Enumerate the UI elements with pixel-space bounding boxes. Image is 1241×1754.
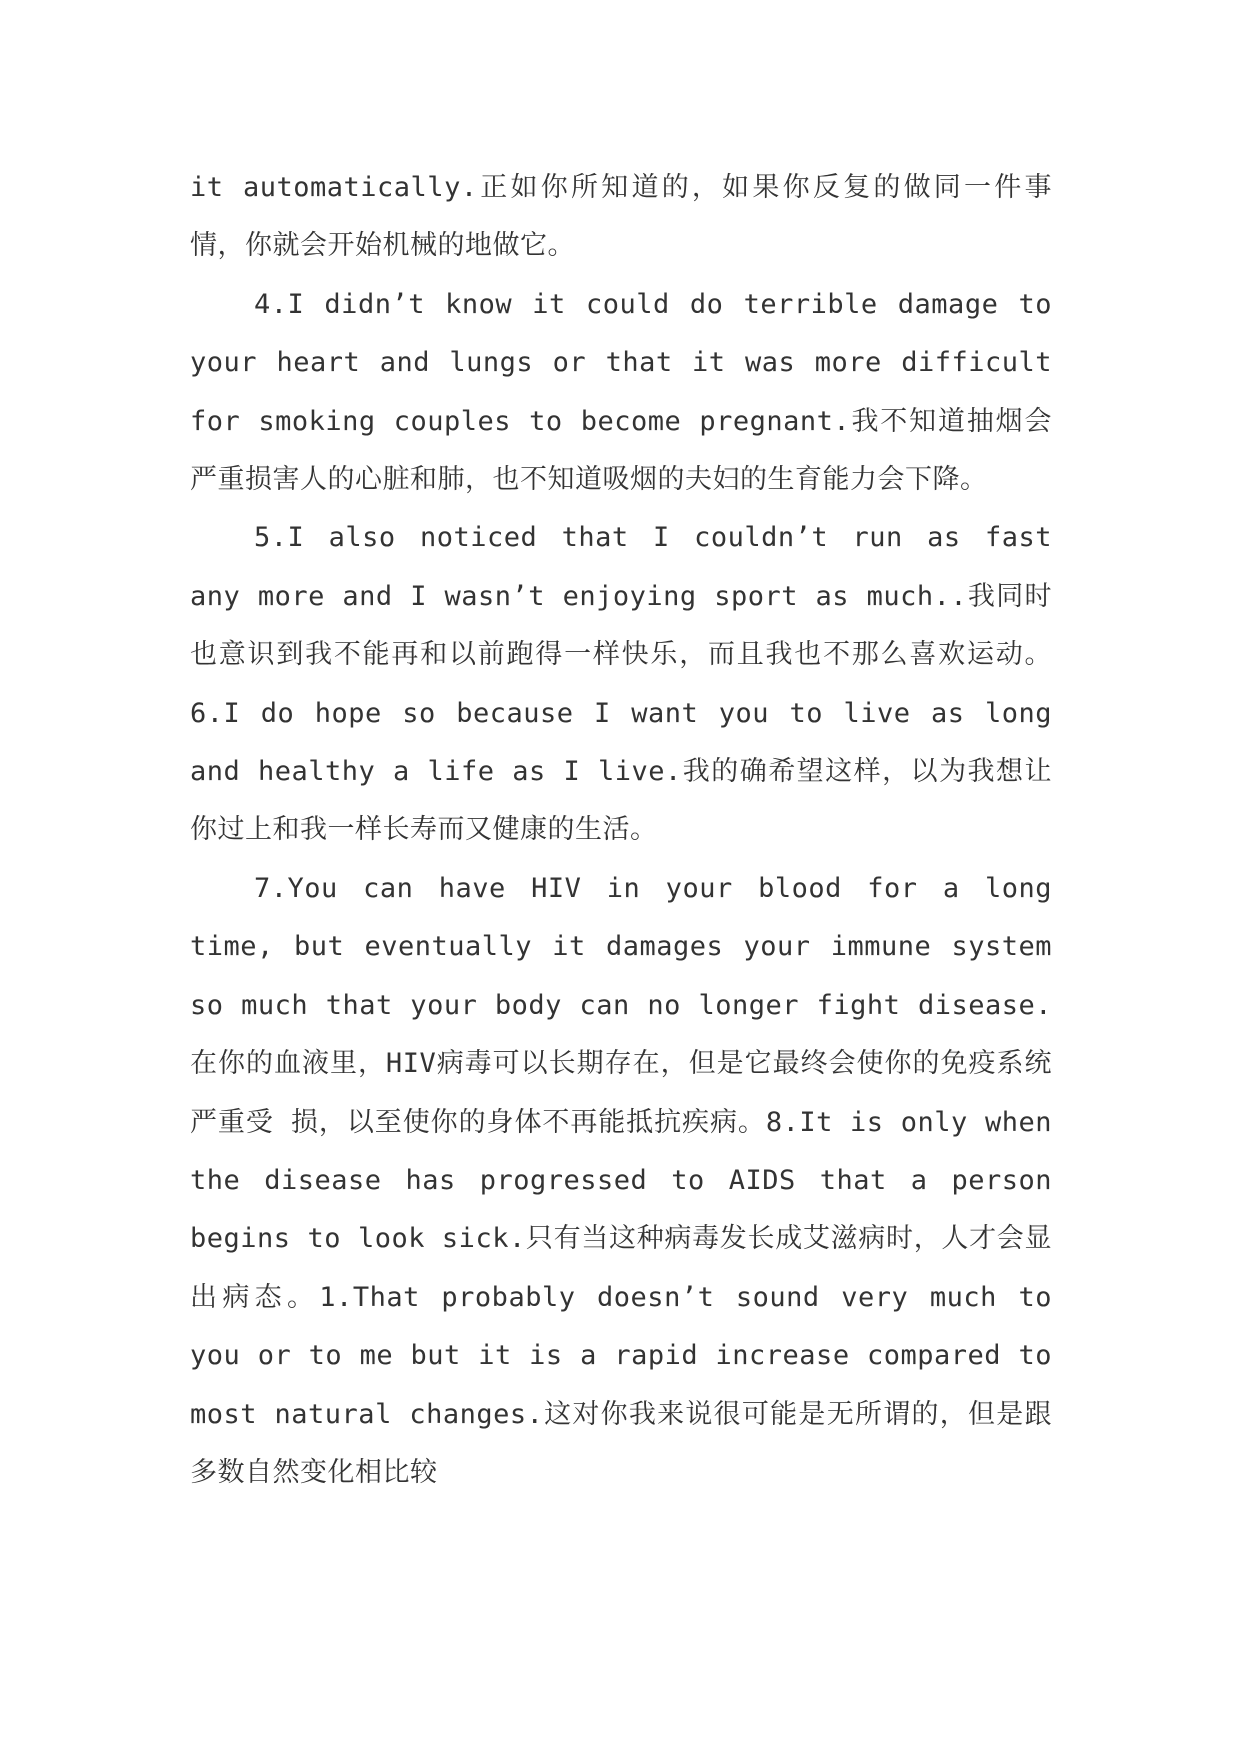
paragraph-3: 5.I also noticed that I couldn’t run as fast any more and I wasn’t enjoying sport as much..我同时也意识到我不能再和以前跑得一样快乐，而且我也不那么喜欢运动。6.I do hope so because I want you to live as long and healthy a life as I live.我的确希望这样，以为我想让你过上和我一样长寿而又健康的生活。 bbox=[190, 522, 1052, 846]
paragraph-4: 7.You can have HIV in your blood for a long time, but eventually it damages your immune system so much that your body can no longer fight disease.在你的血液里，HIV病毒可以长期存在，但是它最终会使你的免疫系统严重受 损，以至使你的身体不再能抵抗疾病。8.It is only when the disease has progressed to AIDS that a person begins to look sick.只有当这种病毒发长成艾滋病时，人才会显出病态。1.That probably doesn’t sound very much to you or to me but it is a rapid increase compared to most natural changes.这对你我来说很可能是无所谓的，但是跟多数自然变化相比较 bbox=[190, 872, 1052, 1488]
paragraph-2: 4.I didn’t know it could do terrible damage to your heart and lungs or that it was more difficult for smoking couples to become pregnant.我不知道抽烟会严重损害人的心脏和肺，也不知道吸烟的夫妇的生育能力会下降。 bbox=[190, 288, 1052, 496]
paragraph-1: it automatically.正如你所知道的，如果你反复的做同一件事情，你就会开始机械的地做它。 bbox=[190, 172, 1052, 262]
document-page bbox=[190, 159, 1052, 1502]
